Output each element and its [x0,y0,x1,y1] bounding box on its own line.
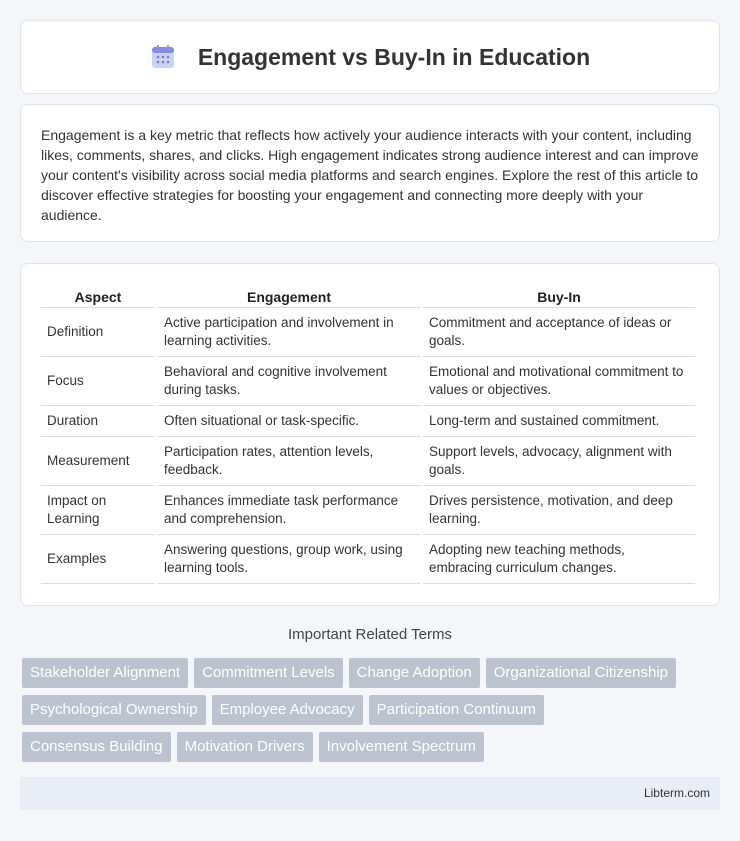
related-term-tag[interactable]: Consensus Building [22,732,171,762]
related-term-tag[interactable]: Organizational Citizenship [486,658,676,688]
tag-row [22,658,722,688]
tag-row [22,695,722,725]
column-header-aspect: Aspect [41,284,155,308]
table-cell: Answering questions, group work, using learning tools. [158,535,420,584]
table-cell: Impact on Learning [41,486,155,535]
table-row [41,535,695,584]
table-cell: Adopting new teaching methods, embracing curriculum changes. [423,535,695,584]
table-header-row [41,284,695,308]
table-row [41,486,695,535]
header-card [20,20,720,94]
page-title: Engagement vs Buy-In in Education [197,43,591,70]
tag-row [22,732,722,762]
related-terms-list [22,658,722,769]
table-cell: Long-term and sustained commitment. [423,406,695,437]
intro-card [20,104,720,242]
comparison-table [38,284,698,584]
column-header-engagement: Engagement [158,284,420,308]
intro-paragraph: Engagement is a key metric that reflects how actively your audience interacts with your content, including likes, comments, shares, and clicks. High engagement indicates strong audience interest and can improve your content's visibility across social media platforms and search engines. Explore the rest of this article to discover effective strategies for boosting your engagement and connecting more deeply with your audience. [41,127,699,223]
related-term-tag[interactable]: Psychological Ownership [22,695,206,725]
table-cell: Drives persistence, motivation, and deep learning. [423,486,695,535]
table-cell: Often situational or task-specific. [158,406,420,437]
table-cell: Commitment and acceptance of ideas or goals. [423,308,695,357]
table-cell: Examples [41,535,155,584]
related-term-tag[interactable]: Stakeholder Alignment [22,658,188,688]
table-row [41,406,695,437]
table-cell: Support levels, advocacy, alignment with goals. [423,437,695,486]
related-term-tag[interactable]: Participation Continuum [369,695,544,725]
related-term-tag[interactable]: Employee Advocacy [212,695,363,725]
table-cell: Emotional and motivational commitment to values or objectives. [423,357,695,406]
comparison-card [20,263,720,606]
table-cell: Definition [41,308,155,357]
table-cell: Behavioral and cognitive involvement during tasks. [158,357,420,406]
related-term-tag[interactable]: Motivation Drivers [177,732,313,762]
table-cell: Focus [41,357,155,406]
table-cell: Participation rates, attention levels, feedback. [158,437,420,486]
table-row [41,308,695,357]
calendar-grid-icon [150,44,176,70]
table-row [41,357,695,406]
table-cell: Duration [41,406,155,437]
related-term-tag[interactable]: Change Adoption [349,658,480,688]
related-terms-title: Important Related Terms [288,626,452,643]
related-term-tag[interactable]: Commitment Levels [194,658,343,688]
footer-site-link[interactable]: Libterm.com [643,786,710,800]
related-term-tag[interactable]: Involvement Spectrum [319,732,484,762]
table-row [41,437,695,486]
footer [20,777,720,810]
column-header-buy-in: Buy-In [423,284,695,308]
table-cell: Active participation and involvement in learning activities. [158,308,420,357]
table-cell: Enhances immediate task performance and comprehension. [158,486,420,535]
table-cell: Measurement [41,437,155,486]
